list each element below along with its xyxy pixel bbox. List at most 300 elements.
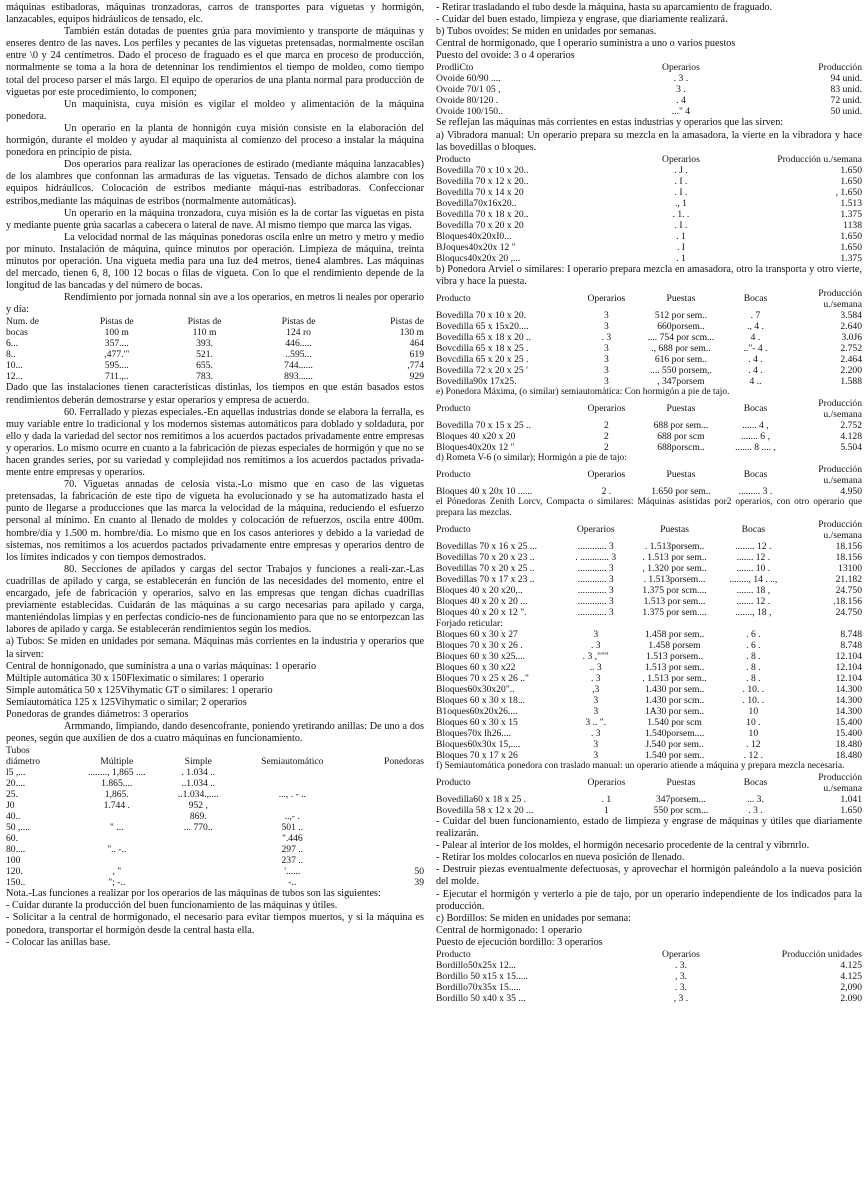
cell: l5 ,...: [6, 767, 26, 779]
cell: 1.650 por sem..: [651, 485, 711, 497]
table-row: [436, 541, 862, 552]
text-line: Central de honnigonado, que suministra a una o varias máquinas: 1 operario: [6, 660, 317, 672]
cell: 1.375 por scm....: [642, 584, 707, 596]
maxima-table: [436, 398, 862, 453]
cell: ....... 8 .... ,: [735, 441, 776, 453]
cell: 1.375: [840, 208, 862, 220]
left-column: [6, 2, 424, 949]
cell: 744......: [284, 360, 313, 372]
cell: Bovedillas 70 x 17 x 23 ..: [436, 573, 535, 585]
cell: [161, 866, 236, 877]
header-cell: Producción: [818, 62, 862, 74]
cell: 12.104: [835, 650, 862, 662]
text-line: Ponedoras de grandes diámetros: 3 operarios: [6, 708, 189, 720]
cell: " ...: [110, 822, 124, 834]
paragraph: Dado que las instalaciones tienen características distinlas, los tiempos en que están basados estos rendimientos deberán demostrarse y estar operarios y empresa de acuerdo.: [6, 382, 424, 406]
header-cell: Operarios: [662, 62, 700, 74]
cell: .. 3: [589, 661, 602, 673]
cell: [161, 877, 236, 888]
cell: 14.300: [835, 694, 862, 706]
cell: Ovoide 80/120 .: [436, 95, 499, 107]
table-row: [6, 767, 424, 778]
cell: [73, 811, 161, 822]
cell: . 3: [601, 331, 612, 343]
cell: ..1.034 ..: [181, 778, 216, 790]
cell: 4.128: [840, 430, 862, 442]
cell: [349, 844, 424, 855]
header-cell: Operarios: [587, 403, 626, 415]
table-header-row: [436, 772, 862, 794]
table-row: [6, 866, 424, 877]
cell: ,774: [407, 360, 424, 372]
cell: , ": [112, 866, 122, 878]
cell: 1138: [843, 219, 862, 231]
cell: 2.090: [840, 992, 862, 1004]
cell: 50 unid.: [830, 106, 862, 118]
cell: 1.375 por sem....: [642, 606, 707, 618]
table-row: [436, 662, 862, 673]
header-cell: bocas: [6, 327, 28, 339]
paragraph: a) Tubos: Se miden en unidades por semana. Máquinas más corrientes en la industria y operarios que la sirven:: [6, 636, 424, 660]
table-row: [436, 198, 862, 209]
header-cell: Bocas: [743, 403, 768, 415]
cell: 10 .: [746, 716, 761, 728]
cell: 18.156: [835, 540, 862, 552]
cell: [236, 767, 349, 778]
paragraph: b) Ponedora Arviel o similares: I operario prepara mezcla en amasadora, otro la transporta y otro vierte, vibra y hace la puesta.: [436, 263, 862, 287]
table-row: [6, 811, 424, 822]
table-header-row: [436, 154, 862, 165]
cell: ....... 18 ,: [736, 584, 771, 596]
cell: Bloqucs40x20x 20 ,...: [436, 252, 521, 264]
paragraph: Rendimiento por jornada nonnal sin ave a los operarios, en metros li neales por operario y día:: [6, 292, 424, 316]
cell: . 3.: [674, 981, 687, 993]
header-cell: Producción u./semana: [818, 463, 862, 486]
cell: 12...: [6, 371, 23, 383]
cell: [236, 778, 349, 789]
header-cell: Puestas: [660, 524, 689, 536]
cell: [349, 778, 424, 789]
cell: 6...: [6, 338, 18, 350]
cell: [161, 855, 236, 866]
cell: . 7: [750, 309, 761, 321]
cell: ,477."': [104, 349, 130, 361]
cell: 3: [593, 628, 599, 640]
cell: 393.: [196, 338, 213, 350]
paragraph: máquinas estibadoras, máquinas tronzadoras, carros de transportes para viguetas y hormigón, lanzacables, equipos hidráulicos de tensado, elc.: [6, 2, 424, 26]
cell: 297 ..: [281, 844, 304, 856]
cell: , 3.: [674, 970, 687, 982]
header-cell: Operarios: [576, 524, 615, 536]
table-row: [436, 563, 862, 574]
cell: Bovedilla60 x 18 x 25 .: [436, 793, 527, 805]
table-header-row: [436, 949, 862, 960]
cell: 3: [603, 353, 609, 365]
cell: Ovoide 60/90 ....: [436, 73, 501, 85]
cell: 2.200: [840, 364, 862, 376]
header-cell: Bocas: [743, 469, 768, 481]
cell: ...... 4 ,: [742, 419, 769, 431]
cell: Bovedilla90x 17x25.: [436, 375, 517, 387]
vibradora-table: [436, 154, 862, 264]
cell: . J .: [674, 164, 688, 176]
cell: 1,865.: [104, 789, 129, 801]
table-row: [436, 187, 862, 198]
cell: 512 por sem..: [654, 309, 708, 321]
cell: Bloques 60 x 30 x 15: [436, 716, 518, 728]
header-cell: Pistas de: [187, 316, 222, 328]
cell: ....... 12 .: [736, 595, 771, 607]
cell: . 3 .: [748, 804, 763, 816]
cell: 4 ..: [749, 375, 762, 387]
cell: 1.650: [840, 230, 862, 242]
cell: 655.: [196, 360, 213, 372]
cell: -..: [288, 877, 297, 889]
cell: 3: [593, 694, 599, 706]
header-cell: Producto: [436, 524, 471, 536]
table-row: [6, 349, 424, 360]
cell: . I .: [674, 186, 688, 198]
cell: ... 770..: [183, 822, 213, 834]
cell: . 3: [590, 727, 601, 739]
header-cell: 124 ro: [286, 327, 311, 339]
cell: . 6 .: [746, 628, 761, 640]
table-row: [6, 800, 424, 811]
cell: 521.: [196, 349, 213, 361]
table-row: [436, 242, 862, 253]
cell: ........, 1,865 ....: [87, 767, 146, 779]
cell: . 3 .: [673, 73, 689, 85]
cell: . 3: [590, 639, 601, 651]
cell: Bloques 70 x 30 x 26 .: [436, 639, 523, 651]
table-row: [436, 165, 862, 176]
table-row: [6, 789, 424, 800]
bullet-item: - Retirar los moldes colocarlos en nueva posición de llenado.: [436, 852, 685, 864]
cell: Bloques 70 x 17 x 26: [436, 749, 518, 761]
cell: . 3 ,""": [582, 650, 609, 662]
header-cell: Producción u./semana: [818, 397, 862, 420]
header-cell: Puestas: [666, 469, 696, 481]
header-cell: Producción u./semana: [777, 153, 862, 165]
header-cell: Operarios: [662, 153, 700, 165]
cell: Bordillo 50 x15 x 15.....: [436, 970, 528, 982]
paragraph: 60. Ferrallado y piezas especiales.-En aquellas industrias donde se elabora la ferralla, es muy variable entre lo tradicional y los modernos sistemas automáticos para doblado y soldadura, por ello y dada la variedad del sector nos remitimos a los acuerdos pactados privadamente entre empresas y operarios. Lo mismo ocurre en cuanto a la fabricación de piezas especiales de hormigón y que no se hacen grandes series, por su variedad y complejidad nos remitimos a los acuerdos pactados privada-mente entre empresas y operarios.: [6, 406, 424, 479]
table-row: [436, 343, 862, 354]
table-row: [436, 717, 862, 728]
cell: . 8 .: [746, 650, 761, 662]
cell: Bovedilla 70 x 12 x 20..: [436, 175, 529, 187]
cell: , 3 .: [673, 992, 689, 1004]
cell: 1.650: [840, 164, 862, 176]
cell: BJoques40x20x 12 ": [436, 241, 516, 253]
cell: ..., . - ..: [278, 789, 306, 801]
cell: 21.182: [835, 573, 862, 585]
section-heading: d) Rometa V-6 (o similar); Hormigón a pie de tajo:: [436, 452, 627, 463]
header-cell: [73, 745, 161, 756]
cell: Forjado reticular:: [436, 617, 503, 629]
table-row: [436, 993, 862, 1004]
cell: Bordillo 50 x40 x 35 ...: [436, 992, 526, 1004]
cell: 94 unid.: [830, 73, 862, 85]
paragraph: a) Vibradora manual: Un operario prepara su mezcla en la amasadora, la vierte en la vibradora y hace las bovedillas o bloques.: [436, 129, 862, 153]
cell: Ovoide 100/150..: [436, 106, 503, 118]
cell: ............ 3: [577, 573, 614, 585]
cell: Bloques 60 x 30 x 27: [436, 628, 518, 640]
cell: 1.744 .: [103, 800, 130, 812]
table-row: [436, 750, 862, 761]
header-cell: Tubos: [6, 745, 30, 757]
cell: 39: [414, 877, 424, 889]
cell: 10: [748, 705, 759, 717]
header-cell: Pistas de: [281, 316, 316, 328]
header-cell: Producto: [436, 777, 471, 789]
cell: 446.....: [285, 338, 312, 350]
cell: 4.125: [840, 959, 862, 971]
ovoide-table: [436, 62, 862, 117]
cell: Bloques 40 x20 x 20: [436, 430, 516, 442]
cell: .18.156: [833, 595, 862, 607]
cell: . 4 .: [748, 353, 763, 365]
cell: 83 unid.: [830, 84, 862, 96]
cell: . 1: [676, 230, 686, 242]
header-cell: Puestas: [666, 403, 696, 415]
header-cell: 130 m: [399, 327, 424, 339]
cell: Bloques 40 x 20 x 12 ".: [436, 606, 527, 618]
table-row: [436, 442, 862, 453]
cell: . 10. .: [742, 683, 765, 695]
cell: ..1.034.,....: [177, 789, 219, 801]
text-line: Puesto de ejecución bordillo: 3 operarios: [436, 936, 603, 948]
cell: 1.540porsem....: [644, 727, 705, 739]
cell: 893......: [284, 371, 313, 383]
cell: 3: [603, 320, 609, 332]
cell: 501 ..: [281, 822, 304, 834]
bullet-item: - Palear al interior de los moldes, el hormigón necesario procedente de la central y vibrnrlo.: [436, 840, 810, 852]
header-cell: Producción u./semana: [818, 771, 862, 794]
cell: 2: [603, 419, 609, 431]
header-cell: Ponedoras: [384, 756, 424, 768]
table-row: [436, 618, 862, 629]
cell: 50: [414, 866, 424, 878]
cell: Bloques60x30x20"..: [436, 683, 515, 695]
table-row: [436, 220, 862, 231]
cell: 8.748: [840, 628, 862, 640]
table-row: [6, 360, 424, 371]
cell: 100: [6, 855, 21, 867]
header-cell: Producto: [436, 403, 471, 415]
table-header-row: [436, 398, 862, 420]
header-cell: [349, 745, 424, 756]
cell: 25.: [6, 789, 18, 801]
cell: 10: [748, 727, 759, 739]
cell: Bovedillas 70 x 16 x 25 ...: [436, 540, 537, 552]
cell: ..595...: [285, 349, 312, 361]
cell: 2.752: [840, 342, 862, 354]
cell: 3: [603, 309, 609, 321]
table-row: [6, 855, 424, 866]
cell: 1.650: [840, 804, 862, 816]
bullet-item: - Solicitar a la central de hormigonado, el necesario para evitar tiempos muertos, y si la máquina es ponedora, transportar el hormigón desde la central hasta ella.: [6, 912, 424, 936]
table-row: [436, 607, 862, 618]
table-row: [436, 253, 862, 264]
bordillos-table: [436, 949, 862, 1004]
cell: 72 unid.: [830, 95, 862, 107]
cell: 1: [603, 804, 609, 816]
cell: B1oques60x20x26....: [436, 705, 518, 717]
cell: ............ 3: [577, 540, 614, 552]
cell: . 4: [676, 95, 686, 107]
header-cell: Puestas: [666, 293, 696, 305]
cell: 60.: [6, 833, 18, 845]
header-cell: Múltiple: [100, 756, 134, 768]
header-cell: Bocas: [743, 777, 768, 789]
cell: [161, 833, 236, 844]
text-line: Semiautomática 125 x 125Vihymatic o similar; 2 operarios: [6, 696, 247, 708]
text-line: Central de hormigonado: 1 operario: [436, 924, 582, 936]
cell: [349, 822, 424, 833]
cell: 3 .: [676, 84, 686, 96]
cell: 2,090: [840, 981, 862, 993]
cell: ....... 10 .: [736, 562, 771, 574]
cell: 3: [593, 705, 599, 717]
cell: ......... 3 .: [738, 485, 773, 497]
bullet-item: - Cuidar durante la producción del buen funcionamiento de las máquinas y útiles.: [6, 900, 338, 912]
cell: Ovoide 70/1 05 ,: [436, 84, 501, 96]
paragraph: Dos operarios para realizar las operaciones de estirado (mediante máquina lanzacables) de los alambres que confonnan las armaduras de las viguetas. Tensado de dichos alambre con los equipos hidráullcos. Colocación de estribos mediante máqui-nas estribadoras. Confeccionar estribos,mediante las máquinas de estribos (normalmente automáticas).: [6, 159, 424, 207]
cell: 1.513 porsem..: [646, 650, 704, 662]
table-row: [436, 321, 862, 332]
cell: . 6 .: [746, 639, 761, 651]
table-header-row: [6, 316, 424, 327]
table-row: [436, 552, 862, 563]
cell: . 1: [601, 793, 612, 805]
table-row: [436, 673, 862, 684]
cell: Bovedilla 65 x 15x20....: [436, 320, 529, 332]
cell: 1.458 por sem..: [644, 628, 705, 640]
cell: 14.300: [835, 683, 862, 695]
cell: ............ 3: [577, 562, 614, 574]
cell: "; -..: [108, 877, 126, 889]
cell: Bovedilla 70 x 10 x 20.: [436, 309, 527, 321]
table-row: [436, 794, 862, 805]
table-row: [436, 706, 862, 717]
cell: Bovedilla 70 x 14 x 20: [436, 186, 524, 198]
header-cell: [236, 745, 349, 756]
cell: 18.156: [835, 551, 862, 563]
table-row: [436, 640, 862, 651]
cell: 616 por sem..: [654, 353, 708, 365]
cell: 18.480: [835, 749, 862, 761]
text-line: Central de hormigonado, que I operario suministra a uno o varios puestos: [436, 38, 736, 50]
table-row: [436, 73, 862, 84]
cell: Bovedilla 70 x 15 x 25 ..: [436, 419, 531, 431]
table-header-row: [436, 519, 862, 541]
cell: Bloques40x20x 12 ": [436, 441, 515, 453]
cell: Bloques60x30x 15,....: [436, 738, 521, 750]
cell: 1.513: [840, 197, 862, 209]
cell: , 1.320 por sem..: [642, 562, 707, 574]
cell: 929: [409, 371, 424, 383]
cell: 3: [603, 342, 609, 354]
cell: . 12 .: [743, 749, 763, 761]
table-row: [436, 651, 862, 662]
cell: . 1: [676, 252, 686, 264]
cell: . 8 .: [746, 672, 761, 684]
cell: 237 ..: [281, 855, 304, 867]
cell: ............ 3: [577, 606, 614, 618]
table-row: [6, 338, 424, 349]
text-line: Simple automática 50 x 125Vihymatic GT o similares: 1 operario: [6, 684, 273, 696]
cell: Bovedilla 70 x 18 x 20..: [436, 208, 529, 220]
table-row: [436, 310, 862, 321]
cell: Bovedilla70x16x20..: [436, 197, 517, 209]
cell: , 347porsem: [657, 375, 705, 387]
paragraph: Nota.-Las funciones a realizar por los operarios de las máquinas de tubos son las siguientes:: [6, 888, 381, 900]
cell: 3: [593, 749, 599, 761]
cell: 15.400: [835, 716, 862, 728]
cell: [349, 811, 424, 822]
cell: . I .: [674, 219, 688, 231]
header-cell: [161, 745, 236, 756]
table-row: [436, 728, 862, 739]
cell: Bovedillas 70 x 20 x 25 ..: [436, 562, 535, 574]
cell: 4.950: [840, 485, 862, 497]
cell: Bloques40x20xI0...: [436, 230, 512, 242]
table-header-row: [436, 464, 862, 486]
table-row: [436, 95, 862, 106]
cell: . 12: [746, 738, 761, 750]
cell: 5.504: [840, 441, 862, 453]
cell: 15.400: [835, 727, 862, 739]
table-row: [436, 431, 862, 442]
table-row: [436, 354, 862, 365]
cell: . 1.034 ..: [181, 767, 216, 779]
cell: 357....: [104, 338, 129, 350]
cell: .."- 4 .: [743, 342, 768, 354]
table-header-row: [6, 745, 424, 756]
right-column: [436, 2, 862, 1004]
header-cell: ProdliCto: [436, 62, 474, 74]
section-heading: e) Ponedora Máxima, (o similar) semiautomática: Con hormigón a pie de tajo.: [436, 386, 730, 397]
table-row: [436, 982, 862, 993]
cell: 12.104: [835, 672, 862, 684]
cell: 2.752: [840, 419, 862, 431]
cell: , 1.650: [835, 186, 862, 198]
cell: 2 .: [601, 485, 612, 497]
cell: [349, 789, 424, 800]
table-row: [436, 209, 862, 220]
cell: [73, 855, 161, 866]
cell: ..,- .: [284, 811, 300, 823]
header-cell: Operarios: [587, 293, 626, 305]
cell: 1.430 por scm..: [644, 694, 705, 706]
cell: ., 1: [674, 197, 687, 209]
cell: 150..: [6, 877, 26, 889]
tubos-table: [6, 745, 424, 888]
cell: 1.430 por sem..: [644, 683, 705, 695]
cell: 1.650: [840, 241, 862, 253]
text-line: Puesto del ovoide: 3 o 4 operarios: [436, 50, 575, 62]
cell: ".446: [281, 833, 303, 845]
cell: 1.513 por sem...: [643, 595, 706, 607]
table-row: [6, 877, 424, 888]
table-header-row: [6, 756, 424, 767]
cell: Bloques 60 x 30 x25....: [436, 650, 526, 662]
cell: 3: [593, 738, 599, 750]
header-cell: Producto: [436, 153, 471, 165]
cell: . 1.513porsem...: [643, 573, 706, 585]
cell: [349, 855, 424, 866]
